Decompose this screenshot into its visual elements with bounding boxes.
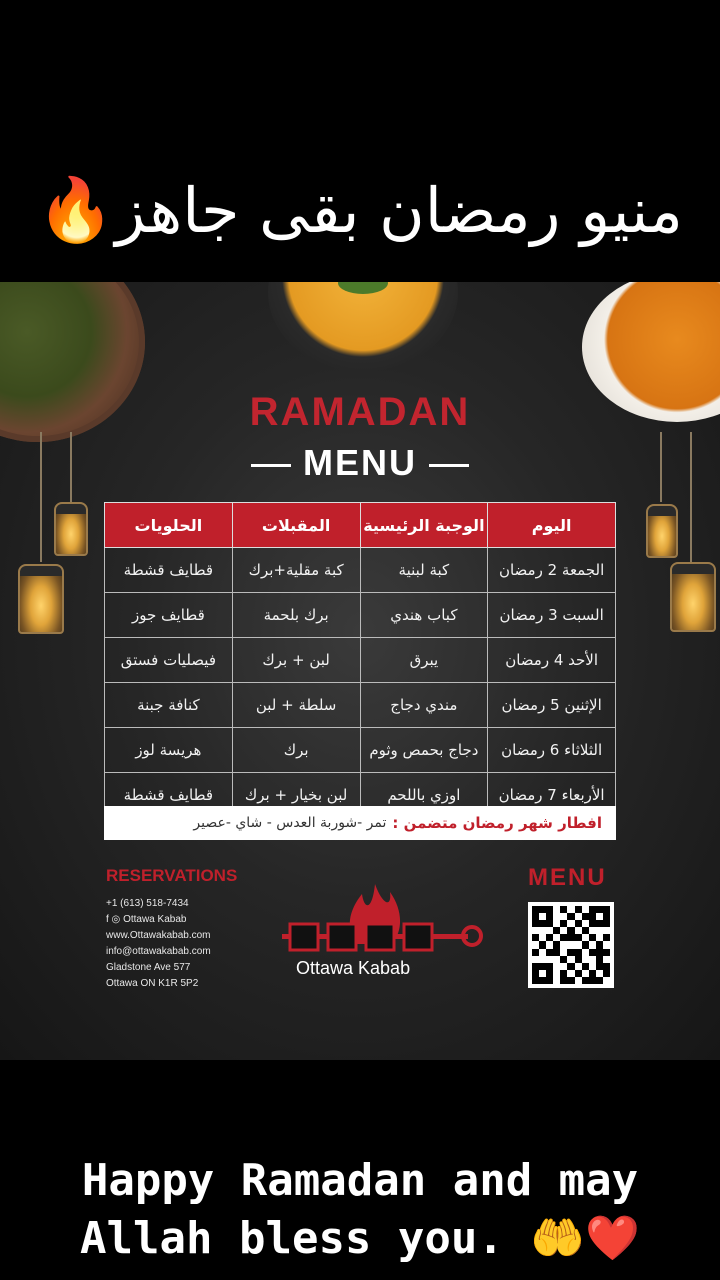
table-row: [105, 683, 616, 728]
cell-appetizers: برك بلحمة: [232, 593, 360, 638]
cell-desserts: قطايف جوز: [105, 593, 233, 638]
table-row: [105, 728, 616, 773]
bottom-caption-line-1: Happy Ramadan and may: [81, 1155, 639, 1206]
email-link: info@ottawakabab.com: [106, 946, 211, 957]
iftar-includes-bar: [104, 806, 616, 840]
bottom-caption-line-2: [0, 1210, 720, 1268]
table-row: [105, 593, 616, 638]
reservations-info: [106, 896, 211, 992]
social-handle: [106, 912, 211, 928]
header-appetizers: المقبلات: [232, 503, 360, 548]
flyer-title-menu-text: MENU: [303, 442, 417, 483]
cell-day: الأربعاء 7 رمضان: [488, 773, 616, 818]
cell-main-dish: اوزي باللحم: [360, 773, 488, 818]
lentil-soup-dish: [268, 282, 458, 372]
cell-appetizers: لبن بخيار + برك: [232, 773, 360, 818]
website-link: www.Ottawakabab.com: [106, 930, 211, 941]
table-row: [105, 638, 616, 683]
cell-appetizers: لبن + برك: [232, 638, 360, 683]
cell-desserts: فيصليات فستق: [105, 638, 233, 683]
flyer-title-ramadan: RAMADAN: [249, 390, 471, 434]
cell-main-dish: كبة لبنية: [360, 548, 488, 593]
lantern-icon: [54, 502, 88, 556]
cell-day: الأحد 4 رمضان: [488, 638, 616, 683]
qr-menu-title: MENU: [528, 864, 607, 891]
cell-main-dish: مندي دجاج: [360, 683, 488, 728]
bottom-caption: [0, 1152, 720, 1268]
iftar-lead: افطار شهر رمضان متضمن :: [392, 814, 602, 832]
cell-day: السبت 3 رمضان: [488, 593, 616, 638]
social-handle-text: Ottawa Kabab: [123, 914, 187, 925]
heart-icon: ❤️: [585, 1213, 640, 1264]
flyer-title-menu: [0, 442, 720, 484]
lantern-icon: [670, 562, 716, 632]
cell-main-dish: يبرق: [360, 638, 488, 683]
social-icons: f ◎: [106, 914, 124, 925]
header-day: اليوم: [488, 503, 616, 548]
title-dash-left: [251, 464, 291, 467]
menu-flyer: [0, 282, 720, 1060]
title-dash-right: [429, 464, 469, 467]
ramadan-menu-table: [104, 502, 616, 818]
table-header-row: [105, 503, 616, 548]
cell-main-dish: كباب هندي: [360, 593, 488, 638]
qr-code-icon: [528, 902, 614, 988]
cell-day: الثلاثاء 6 رمضان: [488, 728, 616, 773]
cell-desserts: قطايف قشطة: [105, 773, 233, 818]
cell-desserts: قطايف قشطة: [105, 548, 233, 593]
header-main-dish: الوجبة الرئيسية: [360, 503, 488, 548]
reservations-title: RESERVATIONS: [106, 866, 238, 885]
praying-hands-icon: 🤲: [530, 1213, 586, 1264]
cell-appetizers: سلطة + لبن: [232, 683, 360, 728]
logo-name: Ottawa Kabab: [296, 958, 411, 978]
phone-number: +1 (613) 518-7434: [106, 898, 189, 909]
top-caption-text: منيو رمضان بقى جاهز: [115, 173, 683, 247]
address-line-1: Gladstone Ave 577: [106, 962, 191, 973]
top-caption: [0, 150, 720, 270]
cell-desserts: هريسة لوز: [105, 728, 233, 773]
iftar-items: تمر -شوربة العدس - شاي -عصير: [193, 815, 387, 831]
cell-main-dish: دجاج بحمص وثوم: [360, 728, 488, 773]
lantern-icon: [646, 504, 678, 558]
lantern-icon: [18, 564, 64, 634]
cell-appetizers: كبة مقلية+برك: [232, 548, 360, 593]
table-row: [105, 548, 616, 593]
fire-icon: 🔥: [37, 173, 116, 246]
cell-day: الجمعة 2 رمضان: [488, 548, 616, 593]
address-line-2: Ottawa ON K1R 5P2: [106, 978, 199, 989]
cell-day: الإثنين 5 رمضان: [488, 683, 616, 728]
cell-desserts: كنافة جبنة: [105, 683, 233, 728]
cell-appetizers: برك: [232, 728, 360, 773]
header-desserts: الحلويات: [105, 503, 233, 548]
bottom-caption-line-2-text: Allah bless you.: [80, 1213, 504, 1264]
